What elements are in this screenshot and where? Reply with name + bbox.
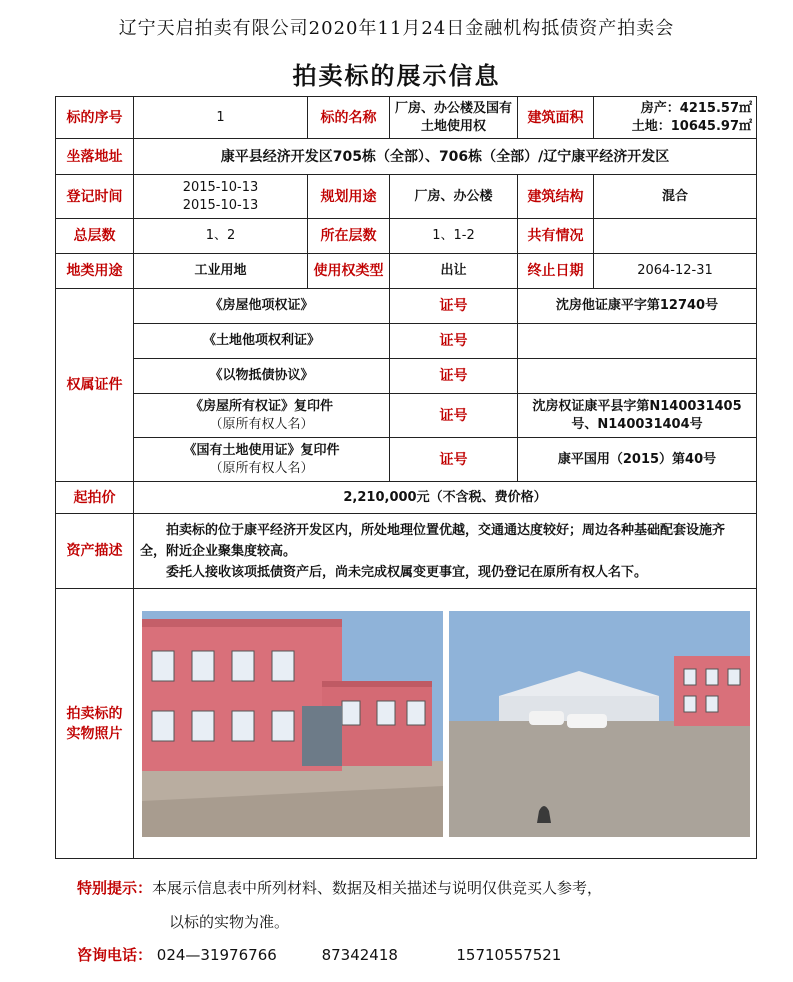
notice-label: 特别提示：: [77, 879, 153, 897]
info-table: [55, 96, 757, 859]
photos-cell: [134, 589, 757, 859]
cert-no-label-2: 证号: [390, 359, 518, 394]
value-start-price: 2,210,000元（不含税、费价格）: [134, 482, 757, 514]
label-photos-text: 拍卖标的实物照片: [66, 705, 123, 742]
value-area: [594, 97, 757, 139]
label-floors: 总层数: [56, 219, 134, 254]
cert-name-4-sub: （原所有权人名）: [209, 460, 314, 476]
value-usage: 厂房、办公楼: [390, 175, 518, 219]
value-right-type: 出让: [390, 254, 518, 289]
row-photos: [56, 589, 757, 859]
cert-name-4-main: 《国有土地使用证》复印件: [183, 442, 340, 458]
label-reg-time: 登记时间: [56, 175, 134, 219]
area-house: 房产：4215.57㎡: [640, 100, 752, 116]
reg-time-1: 2015-10-13: [182, 179, 259, 195]
reg-time-2: 2015-10-13: [182, 197, 259, 213]
label-on-floor: 所在层数: [308, 219, 390, 254]
photo-factory-yard: [449, 611, 750, 837]
value-floors: 1、2: [134, 219, 308, 254]
value-end-date: 2064-12-31: [594, 254, 757, 289]
row-floors: [56, 219, 757, 254]
cert-no-0: 沈房他证康平字第12740号: [518, 289, 757, 324]
row-land: [56, 254, 757, 289]
label-area: 建筑面积: [518, 97, 594, 139]
cert-name-3-sub: （原所有权人名）: [209, 416, 314, 432]
row-reg: [56, 175, 757, 219]
label-serial: 标的序号: [56, 97, 134, 139]
row-location: [56, 139, 757, 175]
label-structure: 建筑结构: [518, 175, 594, 219]
row-cert-3: [56, 394, 757, 438]
label-location: 坐落地址: [56, 139, 134, 175]
cert-no-4: 康平国用（2015）第40号: [518, 438, 757, 482]
cert-no-label-1: 证号: [390, 324, 518, 359]
row-cert-0: [56, 289, 757, 324]
cert-no-3: 沈房权证康平县字第N140031405号、N140031404号: [518, 394, 757, 438]
phone-2: 87342418: [321, 946, 398, 964]
cert-name-2: 《以物抵债协议》: [134, 359, 390, 394]
row-cert-2: [56, 359, 757, 394]
phone-label: 咨询电话：: [77, 946, 153, 964]
cert-name-3-main: 《房屋所有权证》复印件: [189, 398, 333, 414]
cert-no-label-0: 证号: [390, 289, 518, 324]
label-ownership: 权属证件: [56, 289, 134, 482]
cert-no-label-3: 证号: [390, 394, 518, 438]
auction-header: 辽宁天启拍卖有限公司2020年11月24日金融机构抵债资产拍卖会: [118, 18, 675, 39]
label-land-use: 地类用途: [56, 254, 134, 289]
value-serial: 1: [134, 97, 308, 139]
value-reg-time: [134, 175, 308, 219]
cert-name-4: [134, 438, 390, 482]
value-structure: 混合: [594, 175, 757, 219]
notice-line-2: 以标的实物为准。: [169, 913, 290, 931]
value-shared: [594, 219, 757, 254]
row-price: [56, 482, 757, 514]
label-asset-desc: 资产描述: [56, 514, 134, 589]
label-usage: 规划用途: [308, 175, 390, 219]
page-title: 拍卖标的展示信息: [292, 61, 501, 90]
contact-line: [77, 944, 561, 965]
label-shared: 共有情况: [518, 219, 594, 254]
notice-text-1: 本展示信息表中所列材料、数据及相关描述与说明仅供竞买人参考，: [152, 879, 603, 897]
row-cert-4: [56, 438, 757, 482]
value-location: 康平县经济开发区705栋（全部）、706栋（全部）/辽宁康平经济开发区: [134, 139, 757, 175]
label-name: 标的名称: [308, 97, 390, 139]
cert-name-3: [134, 394, 390, 438]
photo-office-building: [142, 611, 443, 837]
value-on-floor: 1、1-2: [390, 219, 518, 254]
row-serial: [56, 97, 757, 139]
label-start-price: 起拍价: [56, 482, 134, 514]
desc-para-1: 拍卖标的位于康平经济开发区内，所处地理位置优越，交通通达度较好；周边各种基础配套设施齐全，附近企业聚集度较高。: [140, 522, 726, 559]
notice-line-1: [77, 877, 602, 898]
label-photos: [56, 589, 134, 859]
cert-no-label-4: 证号: [390, 438, 518, 482]
label-end-date: 终止日期: [518, 254, 594, 289]
cert-name-0: 《房屋他项权证》: [134, 289, 390, 324]
desc-para-2: 委托人接收该项抵债资产后，尚未完成权属变更事宜，现仍登记在原所有权人名下。: [166, 564, 648, 580]
cert-no-1: [518, 324, 757, 359]
phone-1: 024—31976766: [156, 946, 277, 964]
cert-no-2: [518, 359, 757, 394]
value-asset-desc: [134, 514, 757, 589]
cert-name-1: 《土地他项权利证》: [134, 324, 390, 359]
value-name: 厂房、办公楼及国有土地使用权: [390, 97, 518, 139]
phone-3: 15710557521: [456, 946, 562, 964]
value-land-use: 工业用地: [134, 254, 308, 289]
row-cert-1: [56, 324, 757, 359]
area-land: 土地：10645.97㎡: [631, 118, 752, 134]
row-desc: [56, 514, 757, 589]
label-right-type: 使用权类型: [308, 254, 390, 289]
